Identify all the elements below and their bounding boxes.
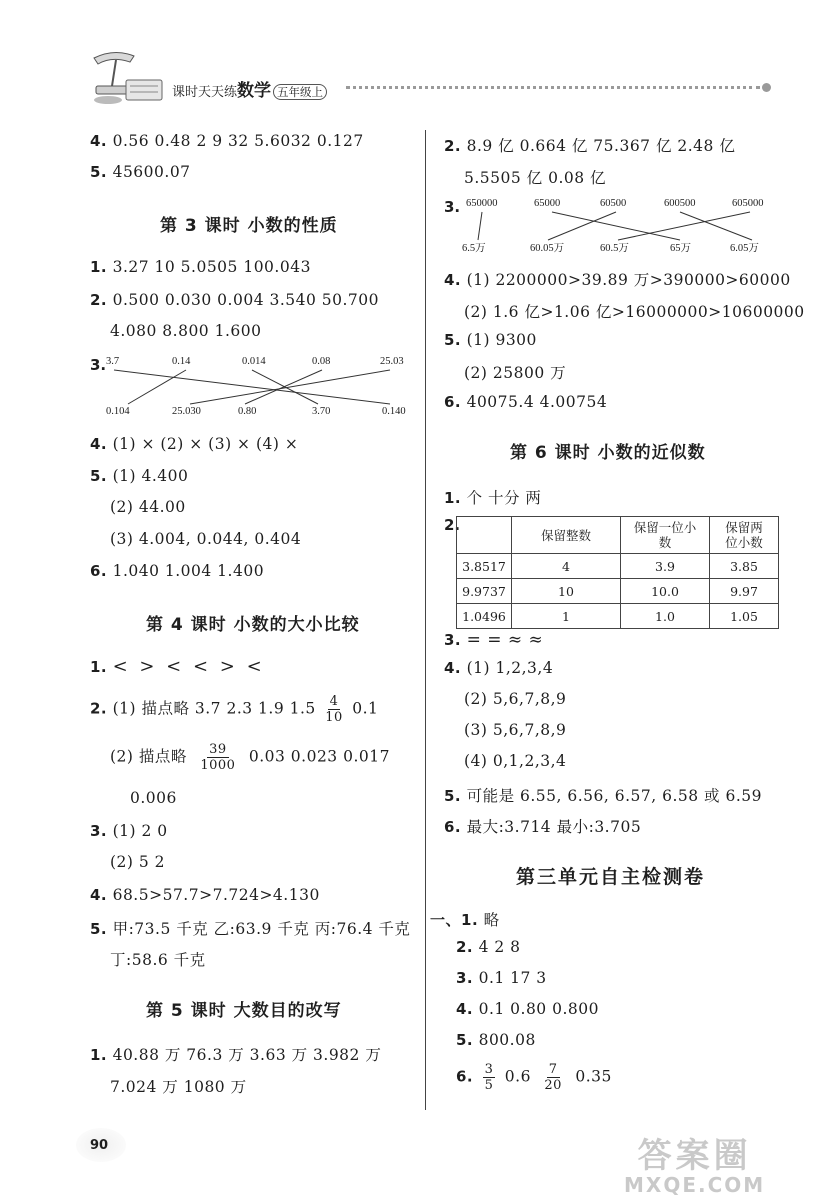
u3-answer-2: 2. 4 2 8 <box>456 938 521 956</box>
l6-answer-4-2: (2) 5,6,7,8,9 <box>464 690 567 708</box>
l3-match-top-3: 0.014 <box>242 356 266 367</box>
r-answer-2-2: 5.5505 亿 0.08 亿 <box>464 169 607 187</box>
fraction: $\frac{3}{5}$ <box>484 1062 494 1093</box>
lesson-6-title: 第 6 课时 小数的近似数 <box>510 443 706 463</box>
header-dotted-rule <box>346 86 760 89</box>
table-cell: 1 <box>512 604 621 629</box>
l3-answer-5-3: (3) 4.004, 0.044, 0.404 <box>110 530 302 548</box>
answer-5: 5. 45600.07 <box>90 163 191 181</box>
r-answer-5-2: (2) 25800 万 <box>464 364 567 382</box>
series-title: 课时天天练 <box>172 85 238 100</box>
table-header-cell: 保留两位小数 <box>710 517 779 554</box>
l4-answer-2-2: (2) 描点略 $\frac{39}{1000}$ 0.03 0.023 0.017 <box>110 742 390 773</box>
grade-badge: 五年级上 <box>273 84 327 100</box>
l3-match-top-2: 0.14 <box>172 356 191 367</box>
table-cell: 1.05 <box>710 604 779 629</box>
l3-answer-5-2: (2) 44.00 <box>110 498 186 516</box>
watermark-logo <box>624 1128 765 1197</box>
subject-title: 数学 <box>237 81 272 101</box>
r-match-bottom-5: 6.05万 <box>730 243 759 254</box>
header-dot-end <box>762 83 771 92</box>
l4-answer-2-1: 2. (1) 描点略 3.7 2.3 1.9 1.5 $\frac{4}{10}$ 0.1 <box>90 694 379 725</box>
l6-answer-5: 5. 可能是 6.55, 6.56, 6.57, 6.58 或 6.59 <box>444 787 762 805</box>
r-match-top-5: 605000 <box>732 198 764 209</box>
l3-match-bottom-5: 0.140 <box>382 406 406 417</box>
r-match-bottom-2: 60.05万 <box>530 243 565 254</box>
r-match-bottom-3: 60.5万 <box>600 243 629 254</box>
table-cell: 10.0 <box>621 579 710 604</box>
table-cell: 9.97 <box>710 579 779 604</box>
r-match-top-4: 600500 <box>664 198 696 209</box>
page-number: 90 <box>90 1138 109 1153</box>
watermark-title: 答案圈 <box>637 1136 752 1176</box>
table-cell: 3.8517 <box>457 554 512 579</box>
l3-match-top-1: 3.7 <box>106 356 120 367</box>
l6-answer-4: 4. (1) 1,2,3,4 <box>444 659 554 677</box>
u3-answer-1: 一、1. 略 <box>430 911 500 929</box>
lesson-3-title: 第 3 课时 小数的性质 <box>160 216 338 236</box>
l4-answer-3: 3. (1) 2 0 <box>90 822 168 840</box>
l3-match-bottom-3: 0.80 <box>238 406 257 417</box>
lesson-4-title: 第 4 课时 小数的大小比较 <box>146 615 360 635</box>
l6-answer-4-3: (3) 5,6,7,8,9 <box>464 721 567 739</box>
fraction: $\frac{4}{10}$ <box>325 694 343 725</box>
l4-answer-2-cont: 0.006 <box>130 789 177 807</box>
l5-answer-1-2: 7.024 万 1080 万 <box>110 1078 247 1096</box>
r-match-bottom-4: 65万 <box>670 243 691 254</box>
r-answer-2: 2. 8.9 亿 0.664 亿 75.367 亿 2.48 亿 <box>444 137 736 155</box>
rounding-table <box>456 516 779 629</box>
l6-answer-2-num: 2. <box>444 516 461 534</box>
fraction: $\frac{7}{20}$ <box>544 1062 562 1093</box>
r-answer-5: 5. (1) 9300 <box>444 331 537 349</box>
l4-answer-3-2: (2) 5 2 <box>110 853 166 871</box>
l3-match-bottom-2: 25.030 <box>172 406 201 417</box>
r-match-lines <box>460 210 770 244</box>
l3-match-bottom-1: 0.104 <box>106 406 130 417</box>
table-cell: 10 <box>512 579 621 604</box>
table-row <box>457 579 779 604</box>
u3-answer-6: 6. $\frac{3}{5}$ 0.6 $\frac{7}{20}$ 0.35 <box>456 1062 612 1093</box>
l6-answer-1: 1. 个 十分 两 <box>444 489 542 507</box>
l6-answer-4-4: (4) 0,1,2,3,4 <box>464 752 567 770</box>
r-answer-6: 6. 40075.4 4.00754 <box>444 393 608 411</box>
answer-4: 4. 0.56 0.48 2 9 32 5.6032 0.127 <box>90 132 364 150</box>
r-match-top-2: 65000 <box>534 198 561 209</box>
table-cell: 3.9 <box>621 554 710 579</box>
r-match-top-1: 650000 <box>466 198 498 209</box>
l6-answer-3: 3. = = ≈ ≈ <box>444 630 544 650</box>
table-cell: 9.9737 <box>457 579 512 604</box>
l3-answer-2-cont: 4.080 8.800 1.600 <box>110 322 262 340</box>
l4-answer-1: 1. < > < < > < <box>90 656 265 677</box>
l4-answer-4: 4. 68.5>57.7>7.724>4.130 <box>90 886 320 904</box>
watermark-url: MXQE.COM <box>624 1173 766 1197</box>
fraction: $\frac{39}{1000}$ <box>200 742 236 773</box>
l3-answer-1: 1. 3.27 10 5.0505 100.043 <box>90 258 311 276</box>
table-header-cell: 保留一位小数 <box>621 517 710 554</box>
l3-match-top-4: 0.08 <box>312 356 331 367</box>
table-cell: 1.0 <box>621 604 710 629</box>
l3-match-bottom-4: 3.70 <box>312 406 331 417</box>
table-header-cell <box>457 517 512 554</box>
l3-answer-5: 5. (1) 4.400 <box>90 467 189 485</box>
table-cell: 1.0496 <box>457 604 512 629</box>
table-header-row <box>457 517 779 554</box>
l3-answer-4: 4. (1) × (2) × (3) × (4) × <box>90 435 299 453</box>
u3-answer-4: 4. 0.1 0.80 0.800 <box>456 1000 599 1018</box>
l3-match-lines <box>100 368 420 408</box>
l3-answer-6: 6. 1.040 1.004 1.400 <box>90 562 265 580</box>
table-header-cell: 保留整数 <box>512 517 621 554</box>
desk-lamp-illustration <box>86 46 166 108</box>
r-answer-4-2: (2) 1.6 亿>1.06 亿>16000000>10600000 <box>464 303 805 321</box>
l3-answer-2: 2. 0.500 0.030 0.004 3.540 50.700 <box>90 291 380 309</box>
table-cell: 4 <box>512 554 621 579</box>
r-match-bottom-1: 6.5万 <box>462 243 486 254</box>
r-answer-4: 4. (1) 2200000>39.89 万>390000>60000 <box>444 271 791 289</box>
table-row <box>457 554 779 579</box>
u3-answer-5: 5. 800.08 <box>456 1031 536 1049</box>
l3-answer-3-num: 3. <box>90 356 107 374</box>
l4-answer-5-2: 丁:58.6 千克 <box>110 951 206 969</box>
l6-answer-6: 6. 最大:3.714 最小:3.705 <box>444 818 642 836</box>
column-divider <box>425 130 426 1110</box>
l4-answer-5: 5. 甲:73.5 千克 乙:63.9 千克 丙:76.4 千克 <box>90 920 411 938</box>
table-cell: 3.85 <box>710 554 779 579</box>
table-row <box>457 604 779 629</box>
unit-3-title: 第三单元自主检测卷 <box>516 866 706 888</box>
u3-answer-3: 3. 0.1 17 3 <box>456 969 547 987</box>
r-answer-3-num: 3. <box>444 198 461 216</box>
r-match-top-3: 60500 <box>600 198 627 209</box>
lesson-5-title: 第 5 课时 大数目的改写 <box>146 1001 342 1021</box>
l5-answer-1: 1. 40.88 万 76.3 万 3.63 万 3.982 万 <box>90 1046 382 1064</box>
l3-match-top-5: 25.03 <box>380 356 404 367</box>
